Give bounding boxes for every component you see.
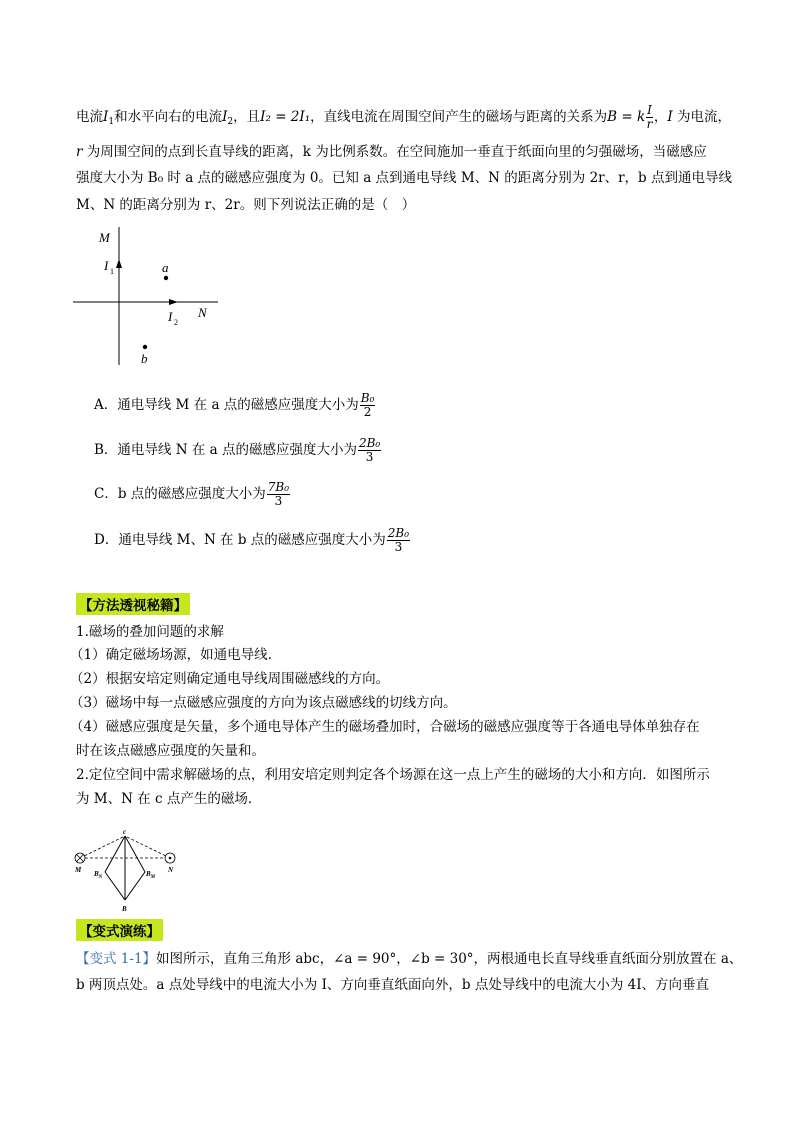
method-p4: （3）磁场中每一点磁感应强度的方向为该点磁感线的切线方向。 (70, 695, 457, 711)
option-b[interactable]: B．通电导线 N 在 a 点的磁感应强度大小为 $\frac{\text{2B₀}}{3}$ (94, 436, 381, 464)
label-c: c (123, 828, 127, 836)
figure-superposition-diagram (70, 828, 180, 916)
fraction-i-over-r: $\frac{I}{r}$ (646, 103, 653, 131)
variant-heading: 【变式演练】 (76, 919, 163, 941)
variant-line-1: 【变式 1-1】如图所示，直角三角形 abc，∠a = 90°，∠b = 30°，两根通电长直导线垂直纸面分别放置在 a、 (76, 951, 743, 967)
figure-wires-diagram (70, 225, 230, 370)
label-a: a (162, 260, 169, 275)
method-p5: （4）磁感应强度是矢量，多个通电导体产生的磁场叠加时，合磁场的磁感应强度等于各通电导体单独存在 (70, 719, 700, 735)
variant-line-2: b 两顶点处。a 点处导线中的电流大小为 I、方向垂直纸面向外，b 点处导线中的电流大小为 4I、方向垂直 (76, 977, 710, 993)
label-i2: I (168, 309, 173, 324)
label-n2: N (168, 866, 174, 874)
variant-tag: 【变式 1-1】 (76, 951, 157, 967)
label-i1-sub: 1 (110, 267, 114, 276)
option-d[interactable]: D．通电导线 M、N 在 b 点的磁感应强度大小为 $\frac{\text{2B₀}}{3}$ (94, 526, 410, 554)
label-m2: M (75, 866, 82, 874)
method-heading: 【方法透视秘籍】 (76, 593, 190, 615)
method-p8: 为 M、N 在 c 点产生的磁场． (76, 791, 262, 807)
label-n: N (198, 305, 207, 320)
label-b2: B (122, 905, 127, 913)
question-line-4: M、N 的距离分别为 r、2r。则下列说法正确的是（ ） (76, 197, 416, 213)
label-i2-sub: 2 (174, 318, 178, 327)
method-p2: （1）确定磁场场源，如通电导线. (70, 647, 272, 663)
vector-bn (105, 836, 125, 872)
label-i1: I (104, 258, 109, 273)
vector-bm (125, 836, 145, 872)
label-bm: $B_M$ (146, 870, 156, 880)
method-p6: 时在该点磁感应强度的矢量和。 (76, 743, 265, 759)
point-a (164, 276, 168, 280)
arrow-i1-icon (116, 259, 122, 268)
arrow-i2-icon (169, 299, 178, 305)
question-line-2: r 为周围空间的点到长直导线的距离，k 为比例系数。在空间施加一垂直于纸面向里的匀强磁场，当磁感应 (76, 144, 707, 160)
question-line-3: 强度大小为 B₀ 时 a 点的磁感应强度为 0。已知 a 点到通电导线 M、N 的距离分别为 2r、r，b 点到通电导线 (76, 170, 732, 186)
label-b: b (141, 351, 148, 366)
method-p3: （2）根据安培定则确定通电导线周围磁感线的方向。 (70, 671, 390, 687)
point-b (143, 345, 147, 349)
option-c[interactable]: C．b 点的磁感应强度大小为 $\frac{\text{7B₀}}{3}$ (94, 480, 290, 508)
method-p1: 1.磁场的叠加问题的求解 (76, 624, 224, 640)
option-a[interactable]: A．通电导线 M 在 a 点的磁感应强度大小为 $\frac{\text{B₀}}{2}$ (94, 391, 375, 419)
label-m: M (99, 230, 110, 245)
question-line-1: 电流$I_1$和水平向右的电流$I_2$，且I₂ = 2I₁，直线电流在周围空间产生的磁场与距离的关系为B = k $\frac{I}{r}$ ，I 为电流， (76, 103, 732, 131)
label-bn: $B_N$ (94, 870, 103, 880)
method-p7: 2.定位空间中需求解磁场的点，利用安培定则判定各个场源在这一点上产生的磁场的大小和方向．如图所示 (76, 767, 710, 783)
